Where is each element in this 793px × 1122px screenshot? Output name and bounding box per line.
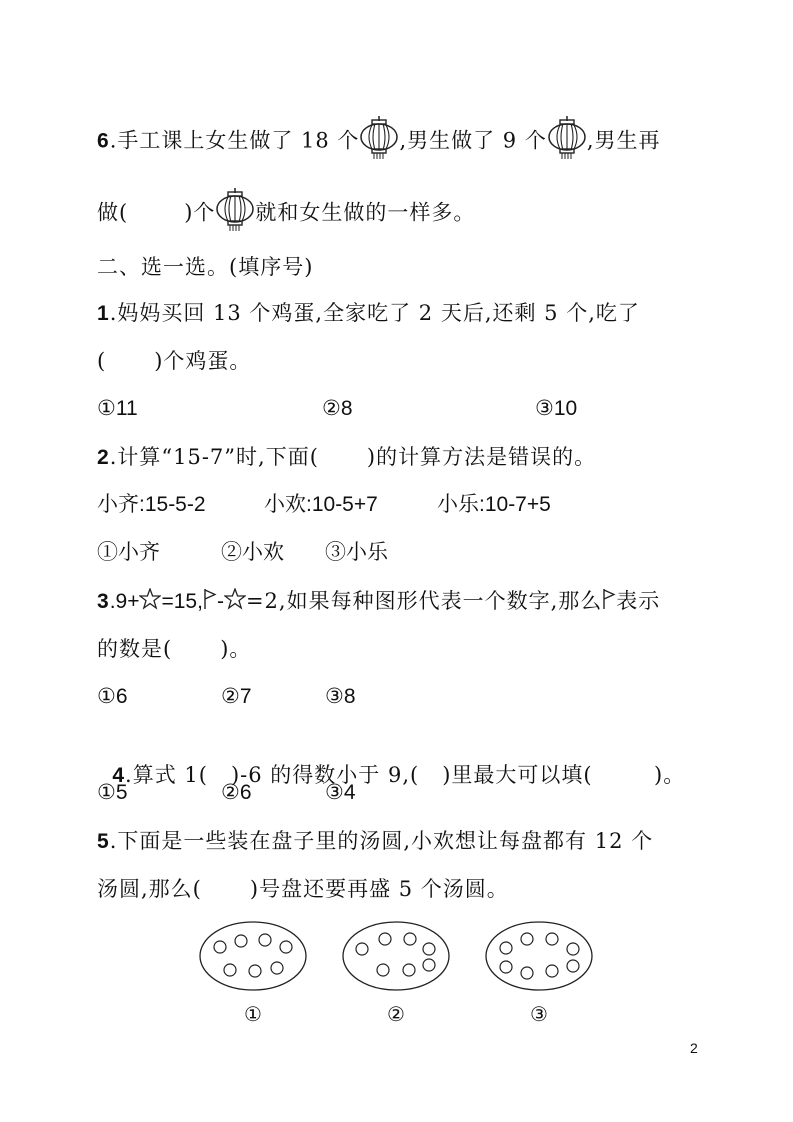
question-5-line-2	[97, 874, 509, 904]
lantern-icon	[215, 188, 255, 240]
question-text: 的数是(	[97, 637, 173, 661]
option: ①6	[97, 685, 128, 708]
dumpling	[521, 967, 533, 979]
dumpling	[404, 933, 416, 945]
question-text: -	[216, 590, 224, 613]
question-text: )个鸡蛋。	[154, 349, 252, 373]
dumpling	[521, 933, 533, 945]
question-text: 表示	[616, 589, 661, 613]
question-text: ,男生再	[586, 128, 661, 153]
dumpling	[214, 941, 226, 953]
option: ②6	[221, 781, 252, 804]
question-text: )。	[220, 637, 252, 661]
option: ②小欢	[221, 541, 284, 564]
question-text: )号盘还要再盛 5 个汤圆。	[249, 877, 509, 901]
question-6-line-2	[97, 188, 475, 240]
dumpling	[249, 965, 261, 977]
plate-label: ③	[530, 1002, 548, 1026]
question-text: 做(	[97, 200, 129, 225]
dumpling	[546, 933, 558, 945]
method-item: 小欢:10-5+7	[264, 493, 378, 516]
dumpling	[567, 960, 579, 972]
plate-2	[343, 922, 449, 1026]
section-title: 二、选一选。(填序号)	[97, 255, 314, 279]
dumpling	[500, 961, 512, 973]
option: ③小乐	[325, 541, 388, 564]
question-text: .妈妈买回 13 个鸡蛋,全家吃了 2 天后,还剩 5 个,吃了	[109, 301, 640, 325]
plate	[486, 922, 592, 990]
question-text: .9+	[109, 590, 140, 613]
option: ①5	[97, 781, 128, 804]
option: ②8	[322, 397, 353, 420]
dumpling	[567, 943, 579, 955]
question-3-line-1	[97, 586, 660, 618]
question-text: .手工课上女生做了 18 个	[109, 128, 360, 153]
question-3-line-2	[97, 634, 251, 664]
dumpling	[423, 959, 435, 971]
method-item: 小齐:15-5-2	[97, 493, 206, 516]
question-1-line-2	[97, 346, 251, 376]
question-text: 就和女生做的一样多。	[255, 200, 476, 225]
question-text: =15,	[161, 590, 203, 613]
question-number: 2	[97, 446, 110, 469]
dumpling	[403, 964, 415, 976]
dumpling	[546, 965, 558, 977]
option: ①11	[97, 397, 138, 420]
dumpling	[356, 943, 368, 955]
dumpling	[259, 934, 271, 946]
option: ③8	[325, 685, 356, 708]
question-number: 1	[97, 302, 110, 325]
plate-3	[486, 922, 592, 1026]
plate-label: ①	[244, 1002, 262, 1026]
dumpling	[423, 943, 435, 955]
question-text: .计算“15-7”时,下面(	[109, 445, 319, 469]
flag-icon	[203, 588, 217, 618]
option: ②7	[221, 685, 252, 708]
plate	[200, 922, 306, 990]
question-number: 5	[97, 830, 110, 853]
plate-1	[200, 922, 306, 1026]
dumpling	[271, 962, 283, 974]
dumpling	[235, 935, 247, 947]
question-number: 6	[97, 129, 110, 153]
page-number: 2	[690, 1040, 698, 1056]
plate-label: ②	[387, 1002, 405, 1026]
question-number: 3	[97, 590, 110, 613]
question-2-line-1	[97, 442, 596, 473]
lantern-icon	[547, 116, 587, 168]
plate	[343, 922, 449, 990]
question-4-line-1	[97, 730, 685, 791]
dumpling	[224, 964, 236, 976]
lantern-icon	[359, 116, 399, 168]
question-6-line-1	[97, 116, 661, 168]
question-text: .下面是一些装在盘子里的汤圆,小欢想让每盘都有 12 个	[109, 829, 654, 853]
question-text: )的计算方法是错误的。	[366, 445, 597, 469]
question-text: ,男生做了 9 个	[399, 128, 547, 153]
question-text: =2,如果每种图形代表一个数字,那么	[245, 589, 603, 613]
option: ③4	[325, 781, 356, 804]
question-number: 4	[112, 764, 126, 787]
question-text: .算式 1( )-6 的得数小于 9,( )里最大可以填( )。	[125, 763, 686, 787]
question-text: )个	[184, 200, 216, 225]
dumpling	[500, 942, 512, 954]
dumpling	[377, 964, 389, 976]
method-item: 小乐:10-7+5	[437, 493, 551, 516]
plates-figure	[0, 920, 793, 1030]
question-text: 汤圆,那么(	[97, 877, 202, 901]
question-text: (	[97, 349, 107, 373]
star-icon	[224, 588, 246, 618]
flag-icon	[602, 588, 616, 618]
star-icon	[139, 588, 161, 618]
option: ③10	[535, 397, 578, 420]
dumpling	[379, 933, 391, 945]
question-1-line-1	[97, 298, 640, 329]
dumpling	[280, 941, 292, 953]
option: ①小齐	[97, 541, 160, 564]
question-5-line-1	[97, 826, 653, 857]
